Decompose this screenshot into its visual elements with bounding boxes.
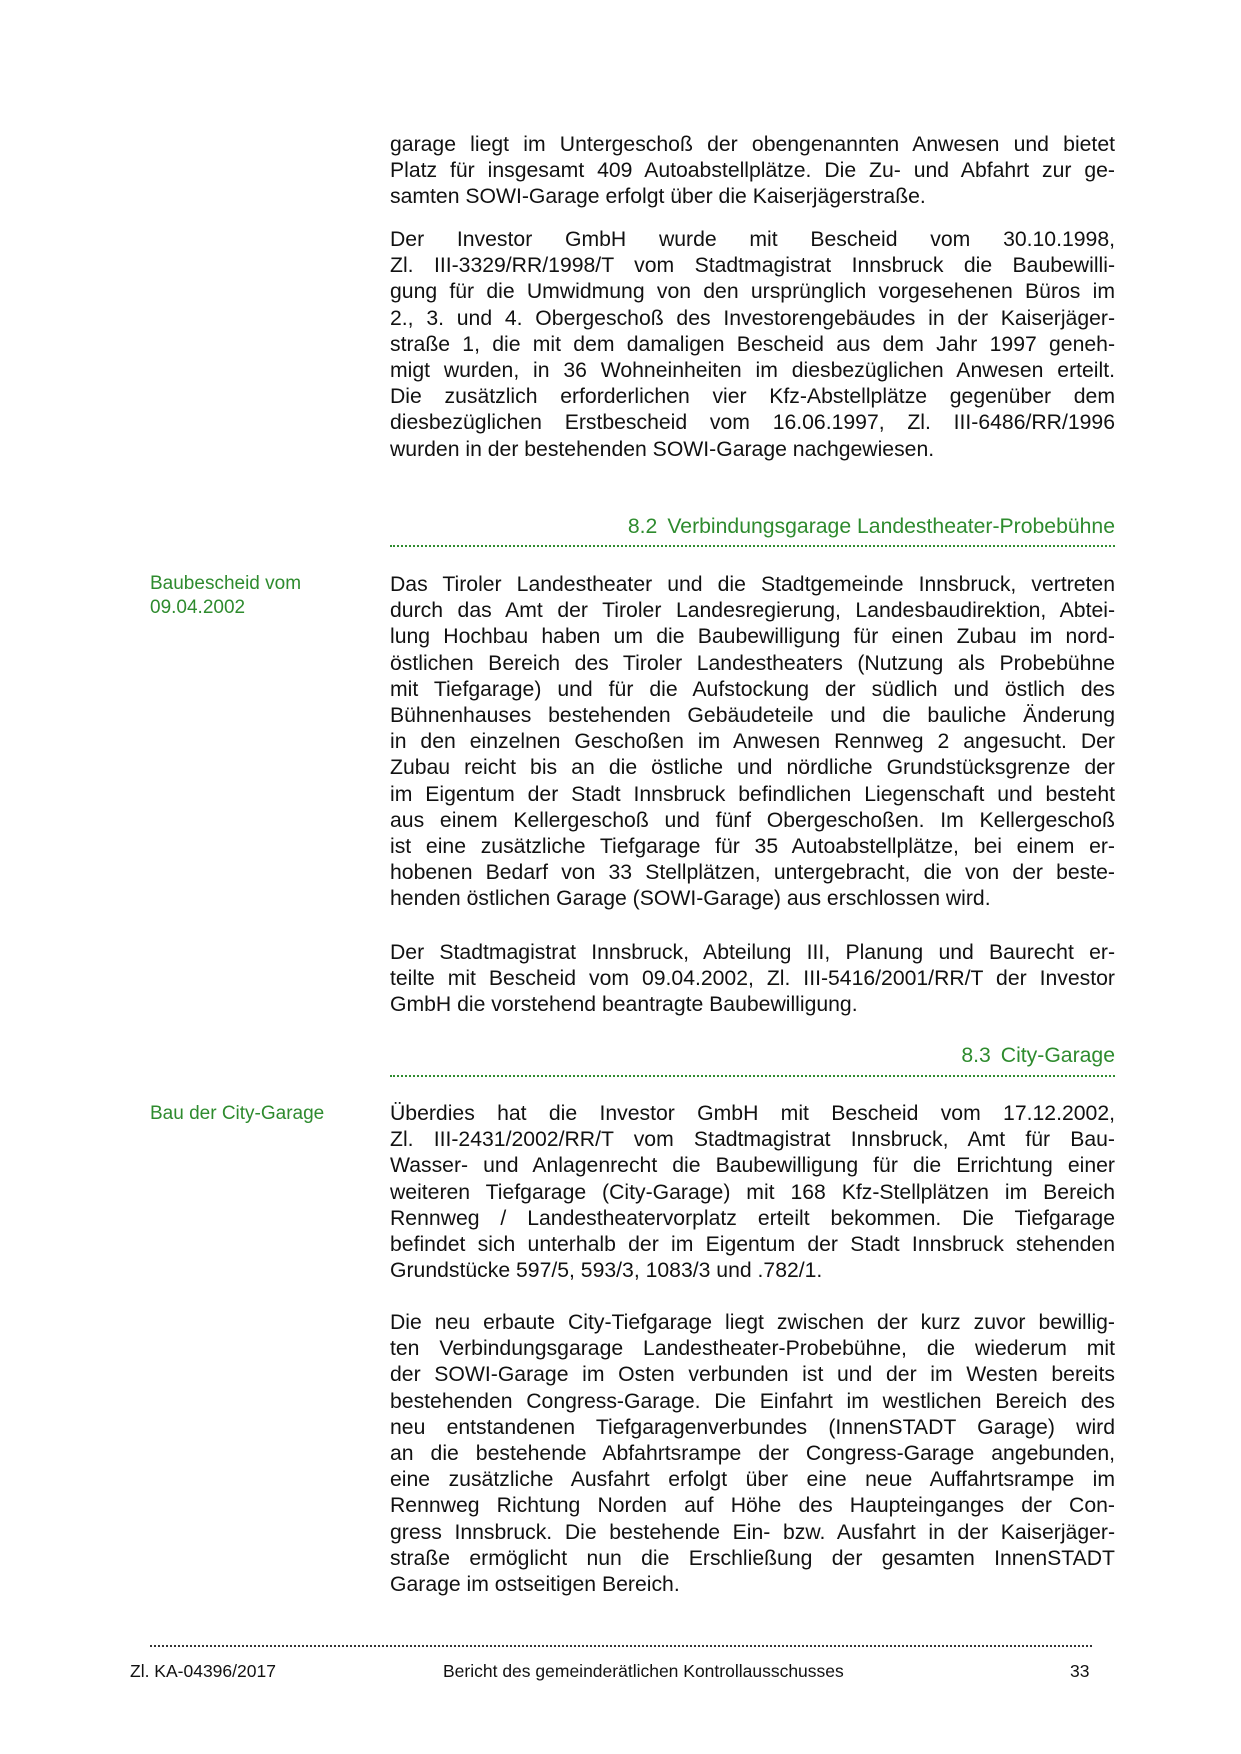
text-line: wurden in der bestehenden SOWI-Garage nachgewiesen. <box>390 437 935 461</box>
text-line: eine zusätzliche Ausfahrt erfolgt über eine neue Auffahrtsrampe im <box>390 1468 1115 1492</box>
text-line: durch das Amt der Tiroler Landesregierung, Landesbaudirektion, Abtei- <box>390 599 1115 623</box>
text-line: befindet sich unterhalb der im Eigentum der Stadt Innsbruck stehenden <box>390 1232 1115 1256</box>
text-line: aus einem Kellergeschoß und fünf Obergeschoßen. Im Kellergeschoß <box>390 808 1115 832</box>
text-line: garage liegt im Untergeschoß der obengenannten Anwesen und bietet <box>390 133 1115 156</box>
margin-note-baubescheid <box>150 572 370 620</box>
section-heading-8-2 <box>390 514 1115 540</box>
text-line: neu entstandenen Tiefgaragenverbundes (InnenSTADT Garage) wird <box>390 1415 1115 1439</box>
heading-divider <box>390 545 1115 547</box>
text-line: samten SOWI-Garage erfolgt über die Kaiserjägerstraße. <box>390 185 926 209</box>
footer-reference: Zl. KA-04396/2017 <box>130 1661 276 1681</box>
text-line: Zubau reicht bis an die östliche und nördliche Grundstücksgrenze der <box>390 756 1115 780</box>
text-line: in den einzelnen Geschoßen im Anwesen Rennweg 2 angesucht. Der <box>390 730 1115 754</box>
body-paragraph <box>390 572 1115 912</box>
text-line: GmbH die vorstehend beantragte Baubewilligung. <box>390 993 858 1017</box>
text-line: Der Investor GmbH wurde mit Bescheid vom 30.10.1998, <box>390 228 1115 251</box>
text-line: östlichen Bereich des Tiroler Landestheaters (Nutzung als Probebühne <box>390 651 1115 675</box>
text-line: an die bestehende Abfahrtsrampe der Congress-Garage angebunden, <box>390 1441 1115 1465</box>
text-line: teilte mit Bescheid vom 09.04.2002, Zl. III-5416/2001/RR/T der Investor <box>390 967 1115 991</box>
footer-divider <box>150 1645 1092 1647</box>
text-line: weiteren Tiefgarage (City-Garage) mit 168 Kfz-Stellplätzen im Bereich <box>390 1180 1115 1204</box>
text-line: migt wurden, in 36 Wohneinheiten im diesbezüglichen Anwesen erteilt. <box>390 358 1115 382</box>
text-line: Platz für insgesamt 409 Autoabstellplätze. Die Zu- und Abfahrt zur ge- <box>390 159 1115 183</box>
text-line: lung Hochbau haben um die Baubewilligung für einen Zubau im nord- <box>390 625 1115 649</box>
heading-divider <box>390 1075 1115 1077</box>
body-paragraph <box>390 132 1115 211</box>
text-line: Das Tiroler Landestheater und die Stadtgemeinde Innsbruck, vertreten <box>390 573 1115 596</box>
text-line: der SOWI-Garage im Osten verbunden ist und der im Westen bereits <box>390 1363 1115 1387</box>
text-line: Die zusätzlich erforderlichen vier Kfz-Abstellplätze gegenüber dem <box>390 385 1115 409</box>
margin-note-city-garage <box>150 1102 370 1126</box>
section-heading-8-3 <box>390 1043 1115 1069</box>
text-line: Garage im ostseitigen Bereich. <box>390 1572 680 1596</box>
text-line: mit Tiefgarage) und für die Aufstockung der südlich und östlich des <box>390 677 1115 701</box>
text-line: Überdies hat die Investor GmbH mit Bescheid vom 17.12.2002, <box>390 1102 1115 1125</box>
text-line: im Eigentum der Stadt Innsbruck befindlichen Liegenschaft und besteht <box>390 782 1115 806</box>
text-line: Der Stadtmagistrat Innsbruck, Abteilung III, Planung und Baurecht er- <box>390 941 1115 964</box>
section-number: 8.3 <box>961 1044 991 1067</box>
margin-note-line: Bau der City-Garage <box>150 1103 325 1124</box>
footer-report-title: Bericht des gemeinderätlichen Kontrollausschusses <box>443 1661 844 1681</box>
text-line: hobenen Bedarf von 33 Stellplätzen, untergebracht, die von der beste- <box>390 861 1115 885</box>
text-line: straße ermöglicht nun die Erschließung der gesamten InnenSTADT <box>390 1546 1115 1570</box>
text-line: Rennweg Richtung Norden auf Höhe des Haupteinganges der Con- <box>390 1494 1115 1518</box>
text-line: Zl. III-2431/2002/RR/T vom Stadtmagistrat Innsbruck, Amt für Bau- <box>390 1128 1115 1152</box>
text-line: diesbezüglichen Erstbescheid vom 16.06.1997, Zl. III-6486/RR/1996 <box>390 411 1115 435</box>
margin-note-line: 09.04.2002 <box>150 597 246 618</box>
section-title: Verbindungsgarage Landestheater-Probebühne <box>667 515 1115 538</box>
text-line: Rennweg / Landestheatervorplatz erteilt bekommen. Die Tiefgarage <box>390 1206 1115 1230</box>
text-line: ten Verbindungsgarage Landestheater-Probebühne, die wiederum mit <box>390 1337 1115 1361</box>
text-line: ist eine zusätzliche Tiefgarage für 35 Autoabstellplätze, bei einem er- <box>390 834 1115 858</box>
text-line: straße 1, die mit dem damaligen Bescheid aus dem Jahr 1997 geneh- <box>390 332 1115 356</box>
text-line: gung für die Umwidmung von den ursprünglich vorgesehenen Büros im <box>390 280 1115 304</box>
body-paragraph <box>390 1310 1115 1598</box>
text-line: Grundstücke 597/5, 593/3, 1083/3 und .782/1. <box>390 1259 823 1283</box>
body-paragraph <box>390 1101 1115 1284</box>
text-line: bestehenden Congress-Garage. Die Einfahrt im westlichen Bereich des <box>390 1389 1115 1413</box>
body-paragraph <box>390 227 1115 463</box>
section-title: City-Garage <box>1000 1044 1115 1067</box>
text-line: Die neu erbaute City-Tiefgarage liegt zwischen der kurz zuvor bewillig- <box>390 1311 1115 1334</box>
text-line: 2., 3. und 4. Obergeschoß des Investorengebäudes in der Kaiserjäger- <box>390 306 1115 330</box>
text-line: Zl. III-3329/RR/1998/T vom Stadtmagistrat Innsbruck die Baubewilli- <box>390 254 1115 278</box>
section-number: 8.2 <box>627 515 658 538</box>
text-line: henden östlichen Garage (SOWI-Garage) aus erschlossen wird. <box>390 887 991 911</box>
text-line: gress Innsbruck. Die bestehende Ein- bzw. Ausfahrt in der Kaiserjäger- <box>390 1520 1115 1544</box>
text-line: Wasser- und Anlagenrecht die Baubewilligung für die Errichtung einer <box>390 1154 1115 1178</box>
page-number: 33 <box>1070 1661 1090 1681</box>
body-paragraph <box>390 940 1115 1019</box>
text-line: Bühnenhauses bestehenden Gebäudeteile und die bauliche Änderung <box>390 703 1115 727</box>
margin-note-line: Baubescheid vom <box>150 573 302 594</box>
